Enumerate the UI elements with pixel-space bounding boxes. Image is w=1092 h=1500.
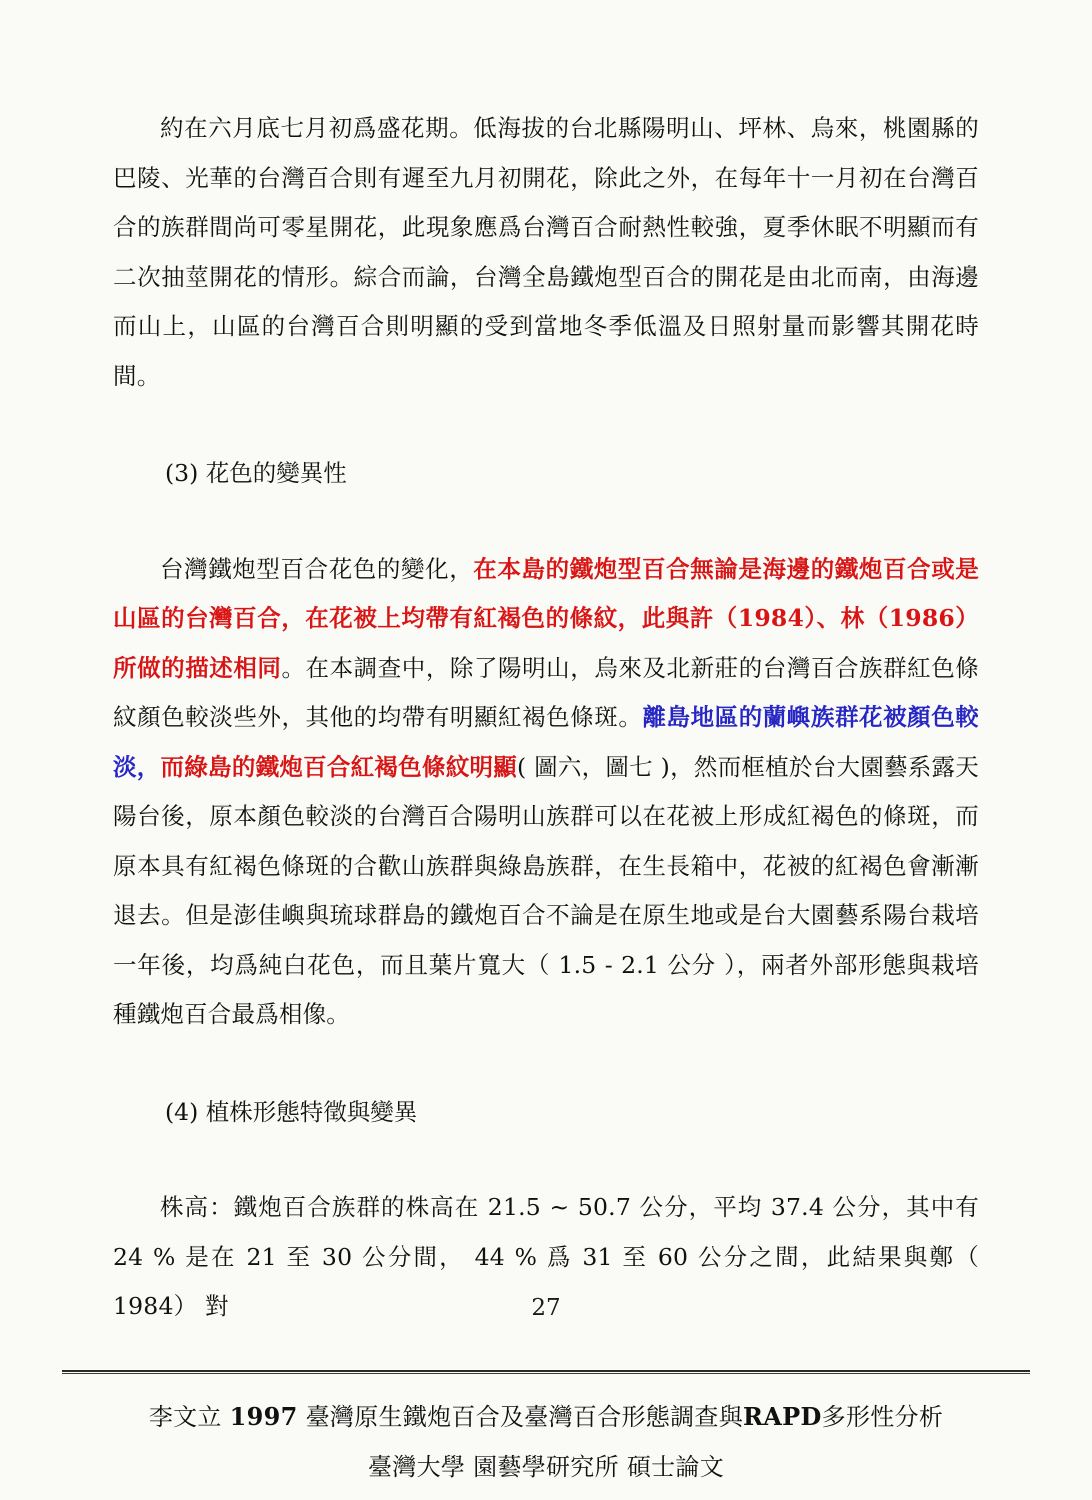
para2-segment-black-3: ( 圖六，圖七 )，然而框植於台大園藝系露天陽台後，原本顏色較淡的台灣百合陽明山族群可以在花被上形成紅褐色的條斑，而原本具有紅褐色條斑的合歡山族群與綠島族群，在生長箱中，花被的紅褐色會漸漸退去。但是澎佳嶼與琉球群島的鐵炮百合不論是在原生地或是台大園藝系陽台栽培一年後，均爲純白花色，而且葉片寬大（ 1.5 - 2.1 公分 ），兩者外部形態與栽培種鐵炮百合最爲相像。 [113,752,979,1028]
para2-segment-blue-1: 離島地區的蘭嶼族群花被顏色較淡， [113,703,979,781]
footer-title-part-b: 多形性分析 [821,1403,944,1431]
footer-author: 李文立 [148,1403,222,1431]
page-footer [0,1392,1092,1492]
footer-rapd-label: RAPD [743,1402,822,1431]
body-paragraph-2 [113,545,979,1040]
section-heading-4: (4) 植株形態特徵與變異 [165,1097,418,1126]
para2-segment-black-2: 。在本調查中，除了陽明山，烏來及北新莊的台灣百合族群紅色條紋顏色較淡些外，其他的均帶有明顯紅褐色條斑。 [113,653,979,731]
body-paragraph-3: 株高：鐵炮百合族群的株高在 21.5 ~ 50.7 公分，平均 37.4 公分，其中有 24 % 是在 21 至 30 公分間， 44 % 爲 31 至 60 公分之間，此結果與鄭（ 1984） 對 [113,1193,979,1320]
page-number: 27 [531,1295,561,1321]
spacer [113,499,979,545]
para2-segment-black-1: 台灣鐵炮型百合花色的變化， [160,554,474,583]
spacer [113,401,979,449]
spacer [113,1137,979,1183]
footer-divider [62,1370,1030,1374]
spacer [113,1040,979,1088]
footer-line-2: 臺灣大學 園藝學研究所 碩士論文 [367,1453,725,1481]
section-heading-3: (3) 花色的變異性 [165,459,347,487]
footer-line-1 [0,1392,1092,1442]
footer-year: 1997 [229,1402,298,1431]
para2-segment-red-2: 而綠島的鐵炮百合紅褐色條紋明顯 [160,752,518,781]
body-paragraph-1: 約在六月底七月初爲盛花期。低海拔的台北縣陽明山、坪林、烏來，桃園縣的巴陵、光華的台灣百合則有遲至九月初開花，除此之外，在每年十一月初在台灣百合的族群間尚可零星開花，此現象應爲台灣百合耐熱性較強，夏季休眠不明顯而有二次抽莖開花的情形。綜合而論，台灣全島鐵炮型百合的開花是由北而南，由海邊而山上，山區的台灣百合則明顯的受到當地冬季低溫及日照射量而影響其開花時間。 [113,114,979,390]
footer-title-part-a: 臺灣原生鐵炮百合及臺灣百合形態調查與 [305,1403,744,1431]
footer-divider-thin [62,1373,1030,1374]
page-content [113,104,979,1332]
para2-segment-red-1: 在本島的鐵炮型百合無論是海邊的鐵炮百合或是山區的台灣百合，在花被上均帶有紅褐色的條紋，此與許（1984）、林（1986）所做的描述相同 [113,554,979,682]
